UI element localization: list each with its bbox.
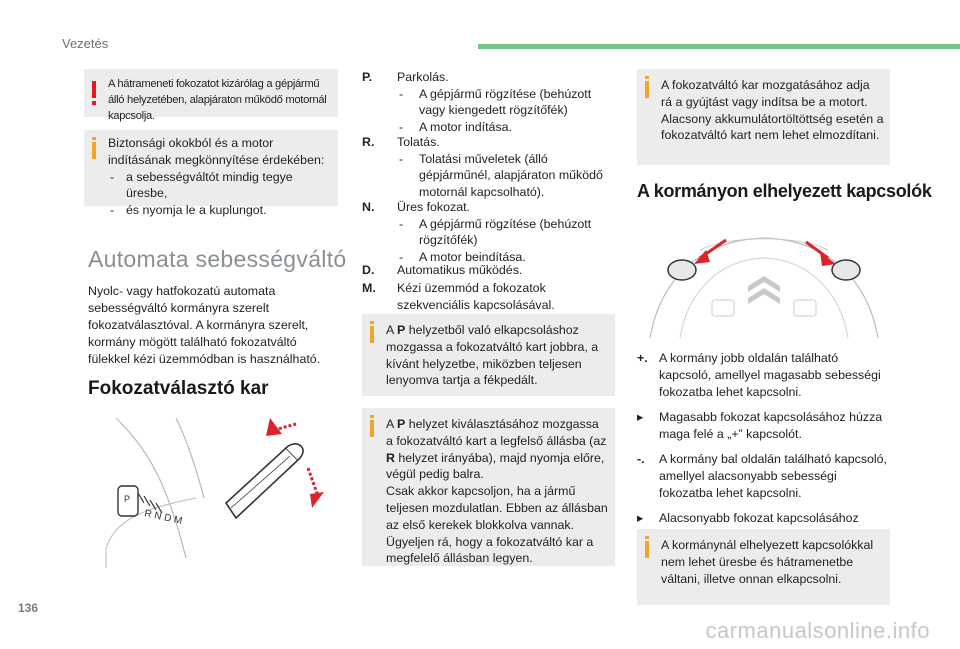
mode-r (362, 134, 612, 200)
automatic-body: Nyolc- vagy hatfokozatú automata sebességváltó kormányra szerelt fokozatválasztóval. A kormányra szerelt, kormány mögött található fokozatváltó fülekkel kézi üzemmódban is használható. (88, 284, 321, 366)
list-item: - Tolatási műveletek (álló gépjárműnél, alapjáraton működő motornál kapcsolható). (397, 151, 612, 201)
info-icon (645, 541, 649, 558)
list-item: - A motor indítása. (397, 119, 612, 136)
item-text: Magasabb fokozat kapcsolásához húzza maga felé a „+” kapcsolót. (659, 410, 883, 441)
list-item: - A gépjármű rögzítése (behúzott rögzítőfék) (397, 216, 612, 249)
mode-key: P. (362, 70, 373, 84)
mode-d (362, 262, 612, 279)
info-icon (645, 81, 649, 98)
header-accent-line (478, 44, 960, 49)
mode-n (362, 199, 612, 265)
info-paragraph: Csak akkor kapcsoljon, ha a jármű teljesen mozdulatlan. Ebben az állásban az első kerekek blokkolva vannak. (386, 484, 608, 532)
mode-m (362, 280, 612, 313)
mode-key: R. (362, 135, 375, 149)
text-fragment: A (386, 323, 398, 337)
mode-label: Automatikus működés. (397, 263, 523, 277)
info-box-p-release (362, 314, 615, 396)
mode-key: D. (362, 263, 375, 277)
list-item: - és nyomja le a kuplungot. (108, 202, 332, 219)
info-box-ignition (637, 69, 890, 165)
page-number: 136 (18, 601, 39, 615)
right-paddle (832, 260, 860, 280)
mode-p (362, 69, 612, 135)
item-text: A kormány jobb oldalán található kapcsoló, amellyel magasabb sebességi fokozatba lehet kapcsolni. (659, 351, 881, 399)
text-fragment: helyzet kiválasztásához mozgassa a fokozatváltó kart a legfelső állásba (az (386, 417, 607, 448)
warning-box (84, 69, 338, 122)
gear-selector-illustration (86, 408, 338, 568)
item-text: A kormány bal oldalán található kapcsoló, amellyel alacsonyabb sebességi fokozatba lehet kapcsolni. (659, 452, 887, 500)
info-box-paddles (637, 529, 890, 605)
info-paragraph: Alacsony akkumulátortöltöttség esetén a fokozatváltó kart nem lehet elmozdítani. (661, 111, 884, 143)
text-fragment-bold: P (397, 323, 406, 337)
selector-title: Fokozatválasztó kar (88, 378, 269, 399)
text-fragment: A (386, 417, 398, 431)
paddles-title: A kormányon elhelyezett kapcsolók (637, 181, 932, 201)
safety-box (84, 130, 338, 218)
gear-letters: R N D M (143, 508, 184, 527)
info-icon (370, 326, 374, 343)
left-paddle (668, 260, 696, 280)
mode-key: N. (362, 200, 375, 214)
warning-icon (92, 81, 96, 98)
text-fragment: helyzet irányába), majd nyomja előre, végül pedig balra. (386, 450, 605, 482)
info-icon (370, 420, 374, 437)
mode-label: Parkolás. (397, 70, 449, 84)
item-key: -. (637, 452, 645, 466)
list-item: - A motor beindítása. (397, 249, 612, 266)
paddle-list (637, 350, 887, 552)
text-fragment-bold: R (386, 450, 395, 465)
watermark: carmanualsonline.info (705, 618, 930, 643)
info-paragraph: A fokozatváltó kar mozgatásához adja rá a gyújtást vagy indítsa be a motort. (661, 78, 870, 109)
mode-key: M. (362, 281, 376, 295)
text-fragment-bold: P (397, 417, 406, 431)
list-item: - a sebességváltót mindig tegye üresbe, (108, 169, 332, 203)
info-icon (92, 142, 96, 159)
safety-intro: Biztonsági okokból és a motor indításának megkönnyítése érdekében: (108, 136, 325, 167)
steering-wheel-illustration (640, 210, 888, 338)
section-title: Vezetés (62, 36, 109, 51)
automatic-title: Automata sebességváltó (88, 246, 347, 272)
p-label: P (124, 494, 131, 504)
list-item (637, 451, 887, 502)
mode-label: Üres fokozat. (397, 200, 470, 214)
bullet-icon: ▸ (637, 511, 644, 525)
item-text: Alacsonyabb fokozat kapcsolásához (659, 511, 859, 525)
info-paragraph: A kormánynál elhelyezett kapcsolókkal nem lehet üresbe és hátramenetbe váltani, illetve onnan elkapcsolni. (661, 538, 874, 586)
text-fragment: helyzetből való elkapcsoláshoz mozgassa a fokozatváltó kart jobbra, a kívánt helyzetbe, miközben teljesen lenyomva tartja a fékpedált. (386, 323, 599, 388)
item-key: +. (637, 351, 648, 365)
warning-text: A hátrameneti fokozatot kizárólag a gépjármű álló helyzetében, alapjáraton működő motornál kapcsolja. (108, 78, 327, 122)
mode-label: Tolatás. (397, 135, 440, 149)
info-box-p-select (362, 408, 615, 566)
info-paragraph: Ügyeljen rá, hogy a fokozatváltó kar a megfelelő állásban legyen. (386, 534, 594, 566)
list-item (637, 350, 887, 401)
mode-label: Kézi üzemmód a fokozatok szekvenciális kapcsolásával. (397, 281, 555, 312)
list-item: - A gépjármű rögzítése (behúzott vagy kiengedett rögzítőfék) (397, 86, 612, 119)
list-item (637, 409, 887, 443)
bullet-icon: ▸ (637, 410, 644, 424)
